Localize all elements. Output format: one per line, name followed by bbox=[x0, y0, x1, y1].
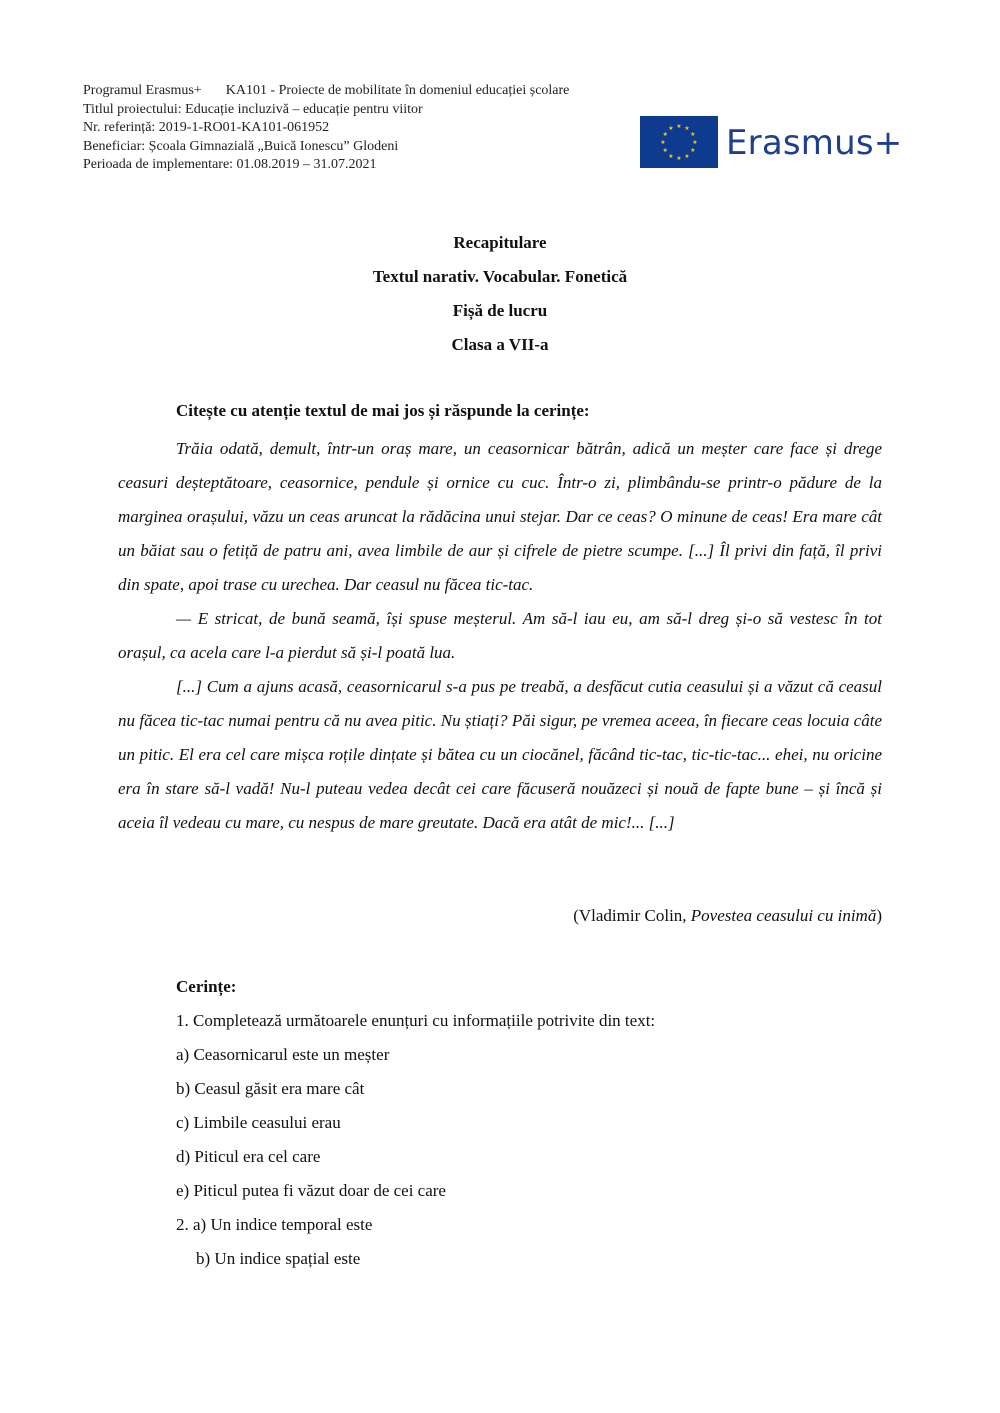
source-author: (Vladimir Colin, bbox=[573, 906, 691, 925]
story-text bbox=[118, 432, 882, 840]
beneficiary: Beneficiar: Școala Gimnazială „Buică Ionescu” Glodeni bbox=[83, 138, 399, 154]
star-icon: ★ bbox=[692, 139, 698, 146]
title-class: Clasa a VII-a bbox=[451, 335, 549, 354]
reading-instruction: Citește cu atenție textul de mai jos și răspunde la cerințe: bbox=[176, 401, 590, 420]
eu-flag-icon bbox=[640, 116, 718, 168]
reference-number: Nr. referință: 2019-1-RO01-KA101-061952 bbox=[83, 120, 330, 136]
implementation-period: Perioada de implementare: 01.08.2019 – 31.07.2021 bbox=[83, 157, 377, 173]
requirements-heading: Cerințe: bbox=[176, 977, 237, 996]
title-worksheet: Fișă de lucru bbox=[452, 301, 548, 320]
star-icon: ★ bbox=[684, 125, 690, 133]
program-name: Programul Erasmus+ bbox=[83, 83, 202, 98]
star-icon: ★ bbox=[676, 123, 682, 130]
requirement-item: e) Piticul putea fi văzut doar de cei care bbox=[176, 1181, 446, 1200]
requirement-item: 2. a) Un indice temporal este bbox=[176, 1215, 373, 1234]
requirement-item: a) Ceasornicarul este un meșter bbox=[176, 1045, 390, 1064]
star-icon: ★ bbox=[668, 152, 674, 160]
requirement-item: b) Un indice spațial este bbox=[196, 1249, 361, 1268]
project-title: Titlul proiectului: Educație incluzivă – educație pentru viitor bbox=[83, 101, 423, 117]
source-work-title: Povestea ceasului cu inimă bbox=[690, 906, 877, 925]
story-source bbox=[573, 906, 882, 926]
star-icon: ★ bbox=[662, 147, 668, 154]
star-icon: ★ bbox=[662, 131, 668, 138]
requirement-item: 1. Completează următoarele enunțuri cu informațiile potrivite din text: bbox=[176, 1011, 656, 1030]
erasmus-logo bbox=[640, 114, 910, 172]
star-icon: ★ bbox=[660, 139, 666, 146]
star-icon: ★ bbox=[684, 152, 690, 160]
requirement-item: b) Ceasul găsit era mare cât bbox=[176, 1079, 365, 1098]
title-recap: Recapitulare bbox=[453, 233, 547, 252]
story-paragraph: — E stricat, de bună seamă, își spuse meșterul. Am să-l iau eu, am să-l dreg și-o să vestesc în tot orașul, ca acela care l-a pierdut să și-l poată lua. bbox=[118, 609, 882, 662]
story-paragraph: Trăia odată, demult, într-un oraș mare, un ceasornicar bătrân, adică un meșter care face și drege ceasuri deșteptătoare, ceasornice, pendule și ornice cu cuc. Într-o zi, plimbându-se printr-o pădure de la marginea orașului, văzu un ceas aruncat la rădăcina unui stejar. Dar ce ceas? O minune de ceas! Era mare cât un băiat sau o fetiță de patru ani, avea limbile de aur și cifrele de pietre scumpe. [...] Îl privi din față, îl privi din spate, apoi trase cu urechea. Dar ceasul nu făcea tic-tac. bbox=[118, 439, 882, 594]
action-name: KA101 - Proiecte de mobilitate în domeniul educației școlare bbox=[225, 83, 570, 98]
star-icon: ★ bbox=[668, 125, 674, 133]
title-topic: Textul narativ. Vocabular. Fonetică bbox=[372, 267, 628, 286]
requirement-item: d) Piticul era cel care bbox=[176, 1147, 321, 1166]
requirements bbox=[176, 975, 655, 1281]
requirement-item: c) Limbile ceasului erau bbox=[176, 1113, 341, 1132]
star-icon: ★ bbox=[676, 155, 682, 162]
project-header bbox=[83, 82, 569, 175]
star-icon: ★ bbox=[690, 131, 696, 138]
story-paragraph: [...] Cum a ajuns acasă, ceasornicarul s-a pus pe treabă, a desfăcut cutia ceasului și a văzut că ceasul nu făcea tic-tac numai pentru că nu avea pitic. Nu știați? Păi sigur, pe vremea aceea, în fiecare ceas locuia câte un pitic. El era cel care mișca roțile dințate și bătea cu un ciocănel, făcând tic-tac, tic-tic-tac... ehei, nu oricine era în stare să-l vadă! Nu-l puteau vedea decât cei care făcuseră nouăzeci și nouă de fapte bune – și încă și aceia îl vedeau cu mare, cu nespus de mare greutate. Dacă era atât de mic!... [...] bbox=[118, 677, 882, 832]
source-close: ) bbox=[876, 906, 882, 925]
worksheet-titles bbox=[0, 232, 1000, 368]
erasmus-wordmark: Erasmus+ bbox=[726, 123, 903, 163]
header-program-line bbox=[83, 82, 569, 101]
star-icon: ★ bbox=[690, 147, 696, 154]
